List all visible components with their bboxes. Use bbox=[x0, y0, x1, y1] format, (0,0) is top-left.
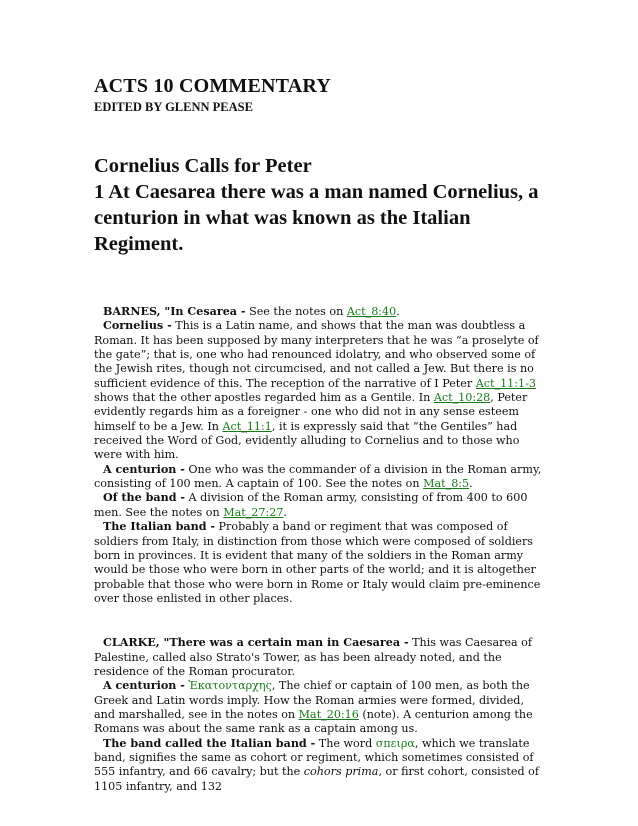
verse-text: 1 At Caesarea there was a man named Cornelius, a centurion in what was known as the Italian Regiment. bbox=[94, 181, 539, 255]
editor-line: EDITED BY GLENN PEASE bbox=[94, 100, 253, 114]
latin-term: cohors prima bbox=[303, 765, 379, 779]
paragraph-text: , Peter evidently regards him as a foreigner - one who did not in any sense esteem himself to be a Jew. In bbox=[94, 391, 528, 433]
term-lead: The Italian band - bbox=[103, 520, 215, 534]
document-page bbox=[94, 74, 546, 794]
barnes-paragraph bbox=[94, 305, 546, 319]
greek-word: Ἑκατονταρχης bbox=[184, 679, 272, 693]
section-title: Cornelius Calls for Peter bbox=[94, 155, 312, 177]
scripture-link[interactable]: Act_11:1-3 bbox=[475, 376, 536, 390]
greek-word: σπειρα bbox=[375, 736, 415, 750]
clarke-paragraph bbox=[94, 737, 546, 794]
scripture-link[interactable]: Mat_27:27 bbox=[223, 505, 284, 519]
document-title: ACTS 10 COMMENTARY bbox=[94, 75, 331, 97]
barnes-commentary bbox=[94, 305, 546, 606]
spacer bbox=[94, 606, 546, 636]
term-lead: A centurion - bbox=[103, 679, 185, 693]
paragraph-text: . bbox=[283, 505, 287, 519]
scripture-link[interactable]: Mat_8:5 bbox=[423, 477, 470, 491]
scripture-link[interactable]: Mat_20:16 bbox=[298, 707, 359, 721]
term-lead: A centurion - bbox=[103, 462, 185, 476]
clarke-paragraph bbox=[94, 679, 546, 736]
paragraph-text: , which we translate band, signifies the same as cohort or regiment, which sometimes consisted of 555 infantry, and 66 cavalry; but the bbox=[94, 736, 534, 779]
scripture-link[interactable]: Act_8:40 bbox=[346, 305, 397, 318]
scripture-link[interactable]: Act_10:28 bbox=[433, 391, 491, 405]
term-lead: CLARKE, "There was a certain man in Caesarea - bbox=[103, 636, 409, 650]
paragraph-text: . bbox=[396, 305, 400, 318]
term-lead: BARNES, "In Cesarea - bbox=[103, 305, 246, 318]
paragraph-text: A division of the Roman army, consisting of from 400 to 600 men. See the notes on bbox=[94, 491, 528, 519]
clarke-paragraph bbox=[94, 636, 546, 679]
section-heading bbox=[94, 153, 546, 257]
paragraph-text: , The chief or captain of 100 men, as both the Greek and Latin words imply. How the Roman armies were formed, divided, and marshalled, see in the notes on bbox=[94, 679, 530, 721]
term-lead: The band called the Italian band - bbox=[103, 736, 316, 750]
paragraph-text: This is a Latin name, and shows that the man was doubtless a Roman. It has been supposed by many interpreters that he was “a proselyte of the gate”; that is, one who had renounced idolatry, and who observed some of the Jewish rites, though not circumcised, and not called a Jew. But there is no sufficient evidence of this. The reception of the narrative of I Peter bbox=[94, 319, 539, 390]
paragraph-text: shows that the other apostles regarded him as a Gentile. In bbox=[94, 391, 434, 405]
paragraph-text: See the notes on bbox=[245, 305, 347, 318]
paragraph-text: , or first cohort, consisted of 1105 infantry, and 132 bbox=[94, 765, 539, 793]
paragraph-text: Probably a band or regiment that was composed of soldiers from Italy, in distinction from those which were composed of soldiers born in provinces. It is evident that many of the soldiers in the Roman army would be those who were born in other parts of the world; and it is altogether probable that those who were born in Rome or Italy would claim pre-eminence over those enlisted in other places. bbox=[94, 520, 541, 605]
paragraph-text: , it is expressly said that “the Gentiles” had received the Word of God, evidently alluding to Cornelius and to those who were with him. bbox=[94, 419, 520, 462]
paragraph-text: One who was the commander of a division in the Roman army, consisting of 100 men. A captain of 100. See the notes on bbox=[94, 462, 542, 491]
barnes-paragraph bbox=[94, 520, 546, 606]
barnes-paragraph bbox=[94, 463, 546, 492]
paragraph-text: (note). A centurion among the Romans was about the same rank as a captain among us. bbox=[94, 707, 533, 736]
clarke-commentary bbox=[94, 636, 546, 794]
term-lead: Of the band - bbox=[103, 491, 185, 505]
paragraph-text: . bbox=[469, 477, 473, 491]
scripture-link[interactable]: Act_11:1 bbox=[222, 419, 272, 433]
term-lead: Cornelius - bbox=[103, 319, 172, 333]
barnes-paragraph bbox=[94, 319, 546, 462]
barnes-paragraph bbox=[94, 491, 546, 520]
paragraph-text: This was Caesarea of Palestine, called also Strato's Tower, as has been already noted, and the residence of the Roman procurator. bbox=[94, 636, 533, 678]
paragraph-text: The word bbox=[315, 736, 376, 750]
